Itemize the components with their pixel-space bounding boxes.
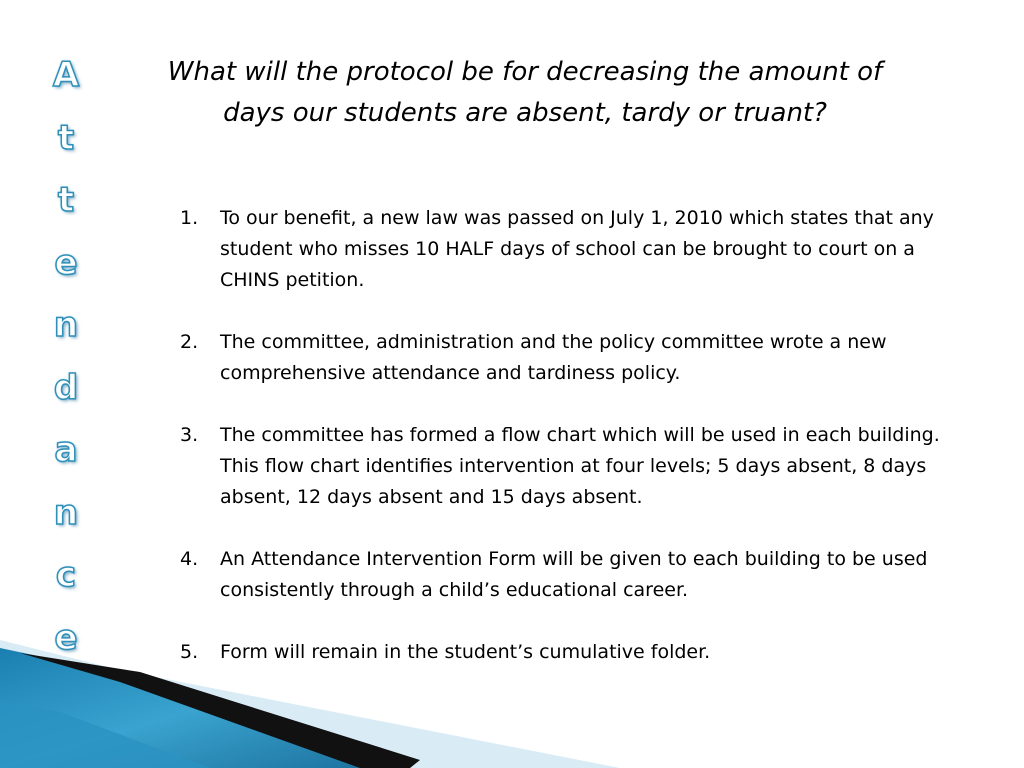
list-number: 1. xyxy=(180,207,199,229)
list-item xyxy=(180,203,980,296)
list-text: An Attendance Intervention Form will be given to each building to be used consistently through a child’s educational career. xyxy=(220,548,928,601)
points-list xyxy=(180,203,980,699)
list-text: To our benefit, a new law was passed on July 1, 2010 which states that any student who misses 10 HALF days of school can be brought to court on a CHINS petition. xyxy=(220,207,934,291)
title-letter: a xyxy=(54,430,78,470)
list-number: 3. xyxy=(180,424,199,446)
title-letter: t xyxy=(57,180,75,220)
title-letter: A xyxy=(52,55,80,95)
list-item xyxy=(180,637,980,668)
question-heading: What will the protocol be for decreasing the amount of days our students are absent, tardy or truant? xyxy=(167,57,883,128)
list-text: The committee has formed a flow chart which will be used in each building. This flow chart identifies intervention at four levels; 5 days absent, 8 days absent, 12 days absent and 15 days absent. xyxy=(220,424,940,508)
list-number: 2. xyxy=(180,331,199,353)
title-letter: t xyxy=(57,117,75,158)
title-letter: e xyxy=(54,617,78,658)
list-number: 4. xyxy=(180,548,199,570)
list-number: 5. xyxy=(180,641,199,663)
title-letter: n xyxy=(53,305,79,345)
list-text: The committee, administration and the policy committee wrote a new comprehensive attendance and tardiness policy. xyxy=(220,331,887,384)
list-item xyxy=(180,420,980,513)
list-item xyxy=(180,544,980,606)
list-text: Form will remain in the student’s cumulative folder. xyxy=(220,641,711,663)
vertical-title-attendance xyxy=(30,44,102,669)
list-item xyxy=(180,327,980,389)
title-letter: n xyxy=(53,492,79,533)
title-letter: c xyxy=(55,555,77,595)
title-letter: e xyxy=(54,242,78,283)
title-letter: d xyxy=(53,367,79,408)
